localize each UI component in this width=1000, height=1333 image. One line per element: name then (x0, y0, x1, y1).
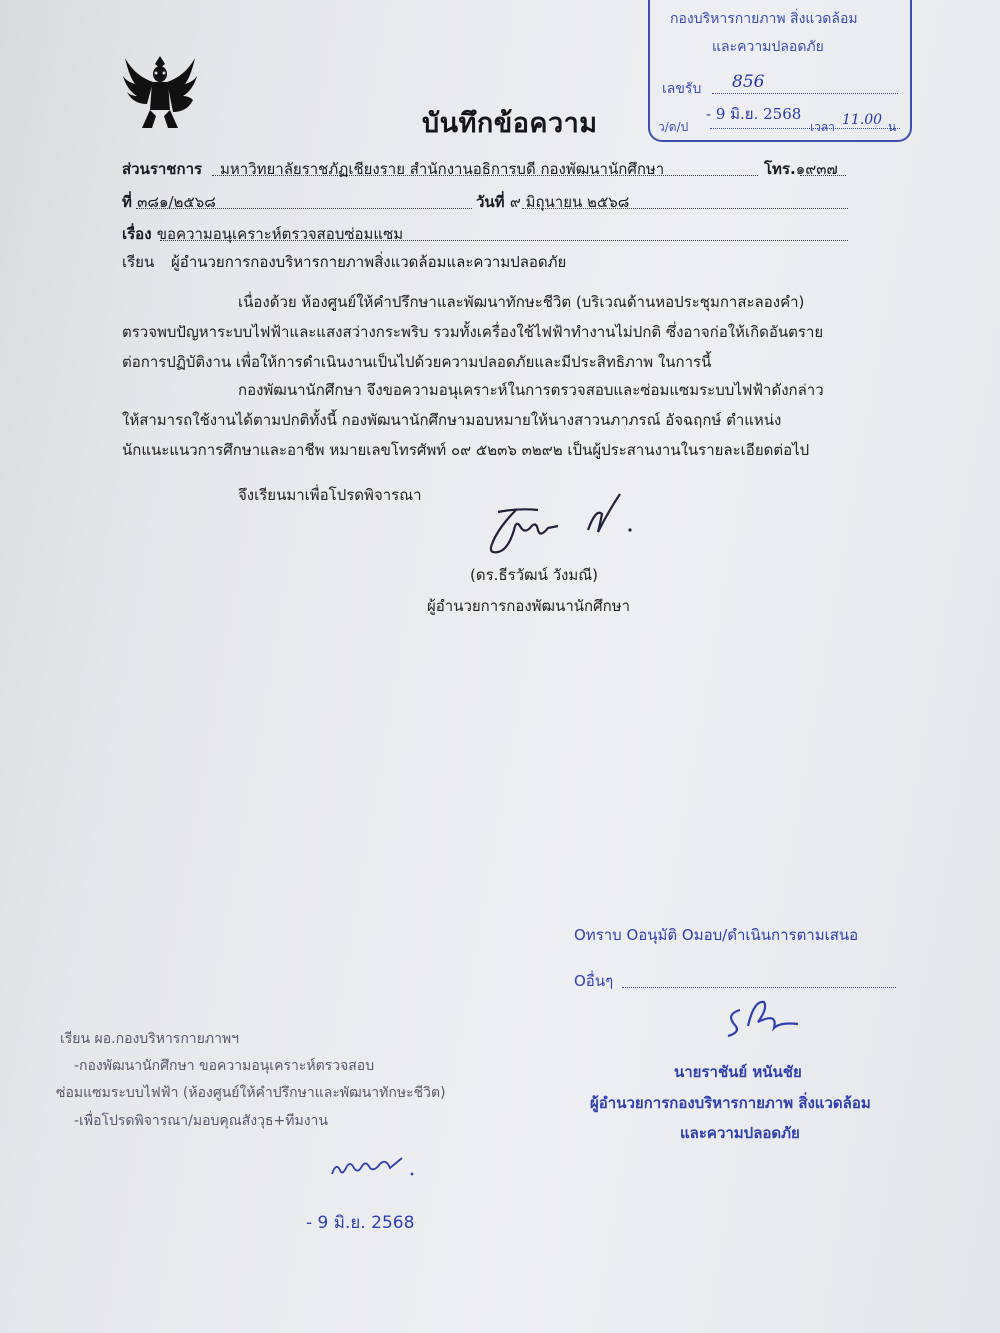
ref-value: ๓๘๑/๒๕๖๘ (137, 193, 216, 211)
stamp-date-label: ว/ด/ป (658, 120, 689, 134)
stamp-line1: กองบริหารกายภาพ สิ่งแวดล้อม (670, 11, 858, 27)
body-p2-line1: กองพัฒนานักศึกษา จึงขอความอนุเคราะห์ในการตรวจสอบและซ่อมแซมระบบไฟฟ้าดังกล่าว (238, 381, 824, 399)
stamp-line2: และความปลอดภัย (712, 39, 824, 55)
body-p2-line2: ให้สามารถใช้งานได้ตามปกติทั้งนี้ กองพัฒนานักศึกษามอบหมายให้นางสาวนภาภรณ์ อัจฉฤกษ์ ตำแหน่ง (122, 411, 782, 429)
signer-name: (ดร.ธีรวัฒน์ วังมณี) (470, 566, 599, 584)
note-line4: -เพื่อโปรดพิจารณา/มอบคุณสังวุธ+ทีมงาน (74, 1113, 328, 1129)
body-p1-line1: เนื่องด้วย ห้องศูนย์ให้คำปรึกษาและพัฒนาทักษะชีวิต (บริเวณด้านหอประชุมกาสะลองคำ) (238, 293, 805, 311)
note-line3: ซ่อมแซมระบบไฟฟ้า (ห้องศูนย์ให้คำปรึกษาและพัฒนาทักษะชีวิต) (56, 1085, 446, 1101)
note-initials-signature (326, 1152, 416, 1182)
body-p2-line3: นักแนะแนวการศึกษาและอาชีพ หมายเลขโทรศัพท์ ๐๙ ๕๒๓๖ ๓๒๙๒ เป็นผู้ประสานงานในรายละเอียดต่อไป (122, 441, 810, 459)
approver-position-line2: และความปลอดภัย (680, 1124, 800, 1142)
approval-options: Oทราบ Oอนุมัติ Oมอบ/ดำเนินการตามเสนอ (574, 926, 859, 944)
receipt-stamp (648, 0, 912, 142)
approver-name: นายราชันย์ หนันชัย (674, 1063, 802, 1081)
closing-text: จึงเรียนมาเพื่อโปรดพิจารณา (238, 486, 422, 504)
signature-drawing (480, 490, 640, 560)
subject-value: ขอความอนุเคราะห์ตรวจสอบซ่อมแซม (156, 225, 404, 243)
phone-label: โทร. (764, 160, 796, 178)
approval-other (574, 969, 613, 993)
date-value: ๙ มิถุนายน ๒๕๖๘ (509, 193, 630, 211)
dept-label: ส่วนราชการ (122, 160, 203, 178)
approval-other-label: Oอื่นๆ (574, 972, 614, 990)
note-line2: -กองพัฒนานักศึกษา ขอความอนุเคราะห์ตรวจสอบ (74, 1058, 375, 1074)
to-label: เรียน (122, 253, 155, 271)
stamp-receive-no: 856 (732, 72, 765, 92)
body-p1-line3: ต่อการปฏิบัติงาน เพื่อให้การดำเนินงานเป็นไปด้วยความปลอดภัยและมีประสิทธิภาพ ในการนี้ (122, 353, 712, 371)
garuda-emblem-icon (122, 52, 198, 132)
stamp-receive-label: เลขรับ (662, 81, 702, 97)
dept-row (122, 157, 202, 181)
body-p1-line2: ตรวจพบปัญหาระบบไฟฟ้าและแสงสว่างกระพริบ รวมทั้งเครื่องใช้ไฟฟ้าทำงานไม่ปกติ ซึ่งอาจก่อให้เกิดอันตราย (122, 323, 824, 341)
note-date-stamp: - 9 มิ.ย. 2568 (306, 1213, 415, 1233)
phone-value: ๑๙๓๗ (795, 160, 838, 178)
dept-value: มหาวิทยาลัยราชภัฏเชียงราย สำนักงานอธิการบดี กองพัฒนานักศึกษา (220, 160, 665, 178)
date-label: วันที่ (476, 193, 505, 211)
subject-label: เรื่อง (122, 225, 152, 243)
ref-label: ที่ (122, 193, 132, 211)
stamp-date-value: - 9 มิ.ย. 2568 (706, 105, 802, 123)
to-value: ผู้อำนวยการกองบริหารกายภาพสิ่งแวดล้อมและความปลอดภัย (171, 253, 567, 271)
stamp-time-label: เวลา (810, 120, 835, 134)
approver-position-line1: ผู้อำนวยการกองบริหารกายภาพ สิ่งแวดล้อม (590, 1094, 871, 1112)
signer-position: ผู้อำนวยการกองพัฒนานักศึกษา (427, 597, 631, 615)
approver-signature (722, 996, 806, 1042)
memo-title: บันทึกข้อความ (422, 108, 598, 139)
stamp-time-unit: น (888, 120, 897, 134)
note-line1: เรียน ผอ.กองบริหารกายภาพฯ (60, 1031, 240, 1047)
stamp-time-value: 11.00 (842, 112, 883, 128)
